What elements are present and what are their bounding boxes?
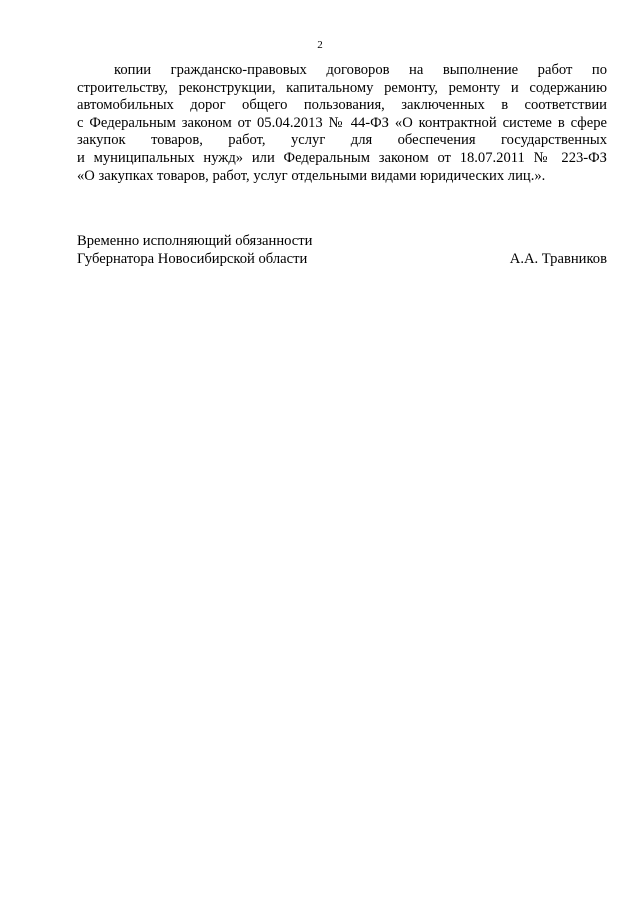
page-number: 2 <box>317 39 323 51</box>
paragraph-line: с Федеральным законом от 05.04.2013 № 44-ФЗ «О контрактной системе в сфере <box>77 114 607 131</box>
paragraph-line: копии гражданско-правовых договоров на выполнение работ по <box>114 62 607 78</box>
paragraph-line: и муниципальных нужд» или Федеральным законом от 18.07.2011 № 223-ФЗ <box>77 149 607 166</box>
signatory-name: А.А. Травников <box>509 251 607 267</box>
paragraph-line: «О закупках товаров, работ, услуг отдельными видами юридических лиц.». <box>77 167 546 184</box>
signature-name-row <box>77 250 607 268</box>
signature-title-line2: Губернатора Новосибирской области <box>77 251 308 267</box>
signature-title-row <box>77 232 607 250</box>
paragraph-line: строительству, реконструкции, капитальному ремонту, ремонту и содержанию <box>77 79 607 96</box>
signature-title-line1: Временно исполняющий обязанности <box>77 233 313 249</box>
paragraph-line: автомобильных дорог общего пользования, заключенных в соответствии <box>77 97 607 114</box>
paragraph-line: закупок товаров, работ, услуг для обеспечения государственных <box>77 132 607 149</box>
signature-block <box>77 232 607 268</box>
body-paragraph <box>77 62 607 185</box>
